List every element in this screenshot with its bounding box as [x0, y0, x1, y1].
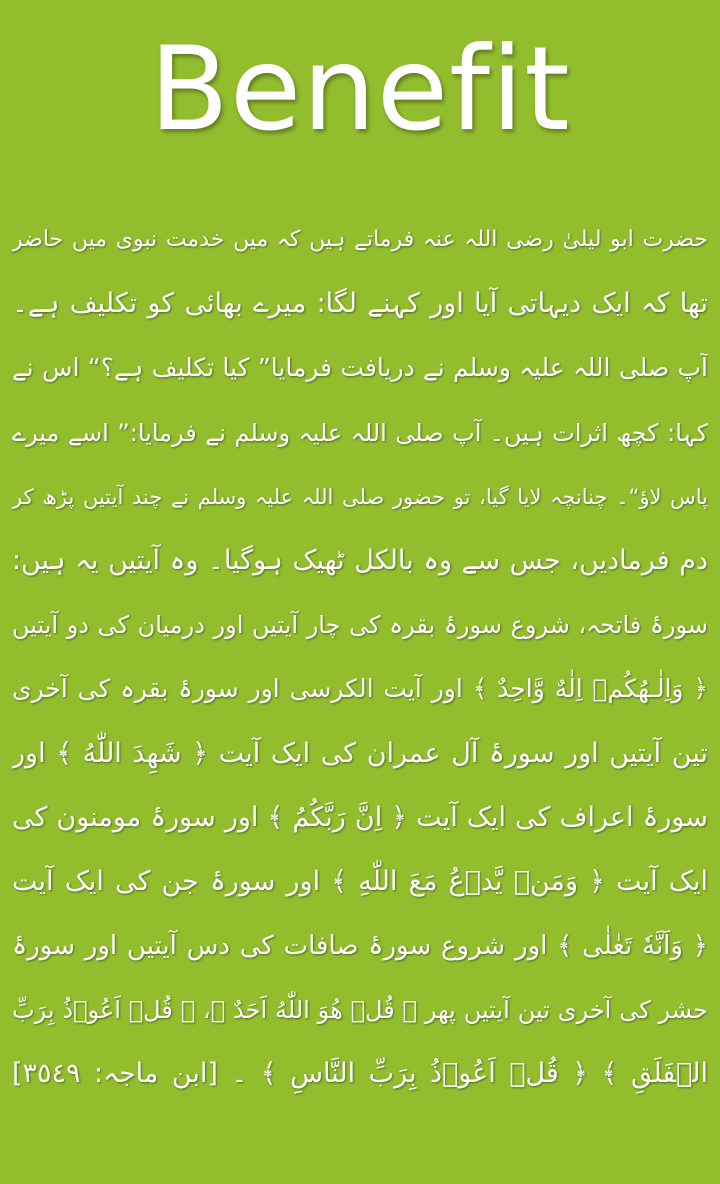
- page-title: Benefit: [149, 22, 571, 157]
- text-line: حضرت ابو لیلیٰ رضی اللہ عنہ فرماتے ہیں کہ میں خدمت نبوی میں حاضر: [12, 227, 708, 252]
- text-line: تین آیتیں اور سورۂ آل عمران کی ایک آیت ﴿ شَهِدَ اللّٰهُ ﴾ اور: [12, 737, 708, 769]
- text-line: سورۂ اعراف کی ایک آیت ﴿ اِنَّ رَبَّكُمُ ﴾ اور سورۂ مومنون کی: [12, 801, 708, 833]
- text-line: آپ صلی اللہ علیہ وسلم نے دریافت فرمایا” کیا تکلیف ہے؟“ اس نے: [12, 353, 708, 383]
- text-line: ﴿ وَاَنَّهٗ تَعٰلٰى ﴾ اور شروع سورۂ صافات کی دس آیتیں اور سورۂ: [12, 931, 708, 962]
- urdu-text-block: [12, 208, 708, 1168]
- text-line: ایک آیت ﴿ وَمَنۡ يَّدۡعُ مَعَ اللّٰهِ ﴾ اور سورۂ جن کی ایک آیت: [12, 865, 708, 897]
- text-line: تھا کہ ایک دیہاتی آیا اور کہنے لگا: میرے بھائی کو تکلیف ہے۔: [12, 288, 708, 320]
- text-line: دم فرمادیں، جس سے وہ بالکل ٹھیک ہوگیا۔ وہ آیتیں یہ ہیں:: [12, 544, 708, 576]
- text-line: ﴿ وَاِلٰـهُكُمۡ اِلٰهٌ وَّاحِدٌ ﴾ اور آیت الکرسی اور سورۂ بقرہ کی آخری: [12, 674, 708, 704]
- text-line: پاس لاؤ“۔ چنانچہ لایا گیا، تو حضور صلی اللہ علیہ وسلم نے چند آیتیں پڑھ کر: [12, 484, 708, 509]
- text-line: کہا: کچھ اثرات ہیں۔ آپ صلی اللہ علیہ وسلم نے فرمایا:” اسے میرے: [12, 418, 708, 447]
- text-line: حشر کی آخری تین آیتیں پھر ﴿ قُلۡ هُوَ اللّٰهُ اَحَدٌ ﴾، ﴿ قُلۡ اَعُوۡذُ بِرَبِّ: [12, 996, 708, 1025]
- text-line: الۡفَلَقِ ﴾ ﴿ قُلۡ اَعُوۡذُ بِرَبِّ النَّاسِ ﴾ ۔ [ابن ماجہ: ٣٥٤٩]: [12, 1058, 708, 1090]
- text-line: سورۂ فاتحہ، شروع سورۂ بقرہ کی چار آیتیں اور درمیان کی دو آیتیں: [12, 611, 708, 640]
